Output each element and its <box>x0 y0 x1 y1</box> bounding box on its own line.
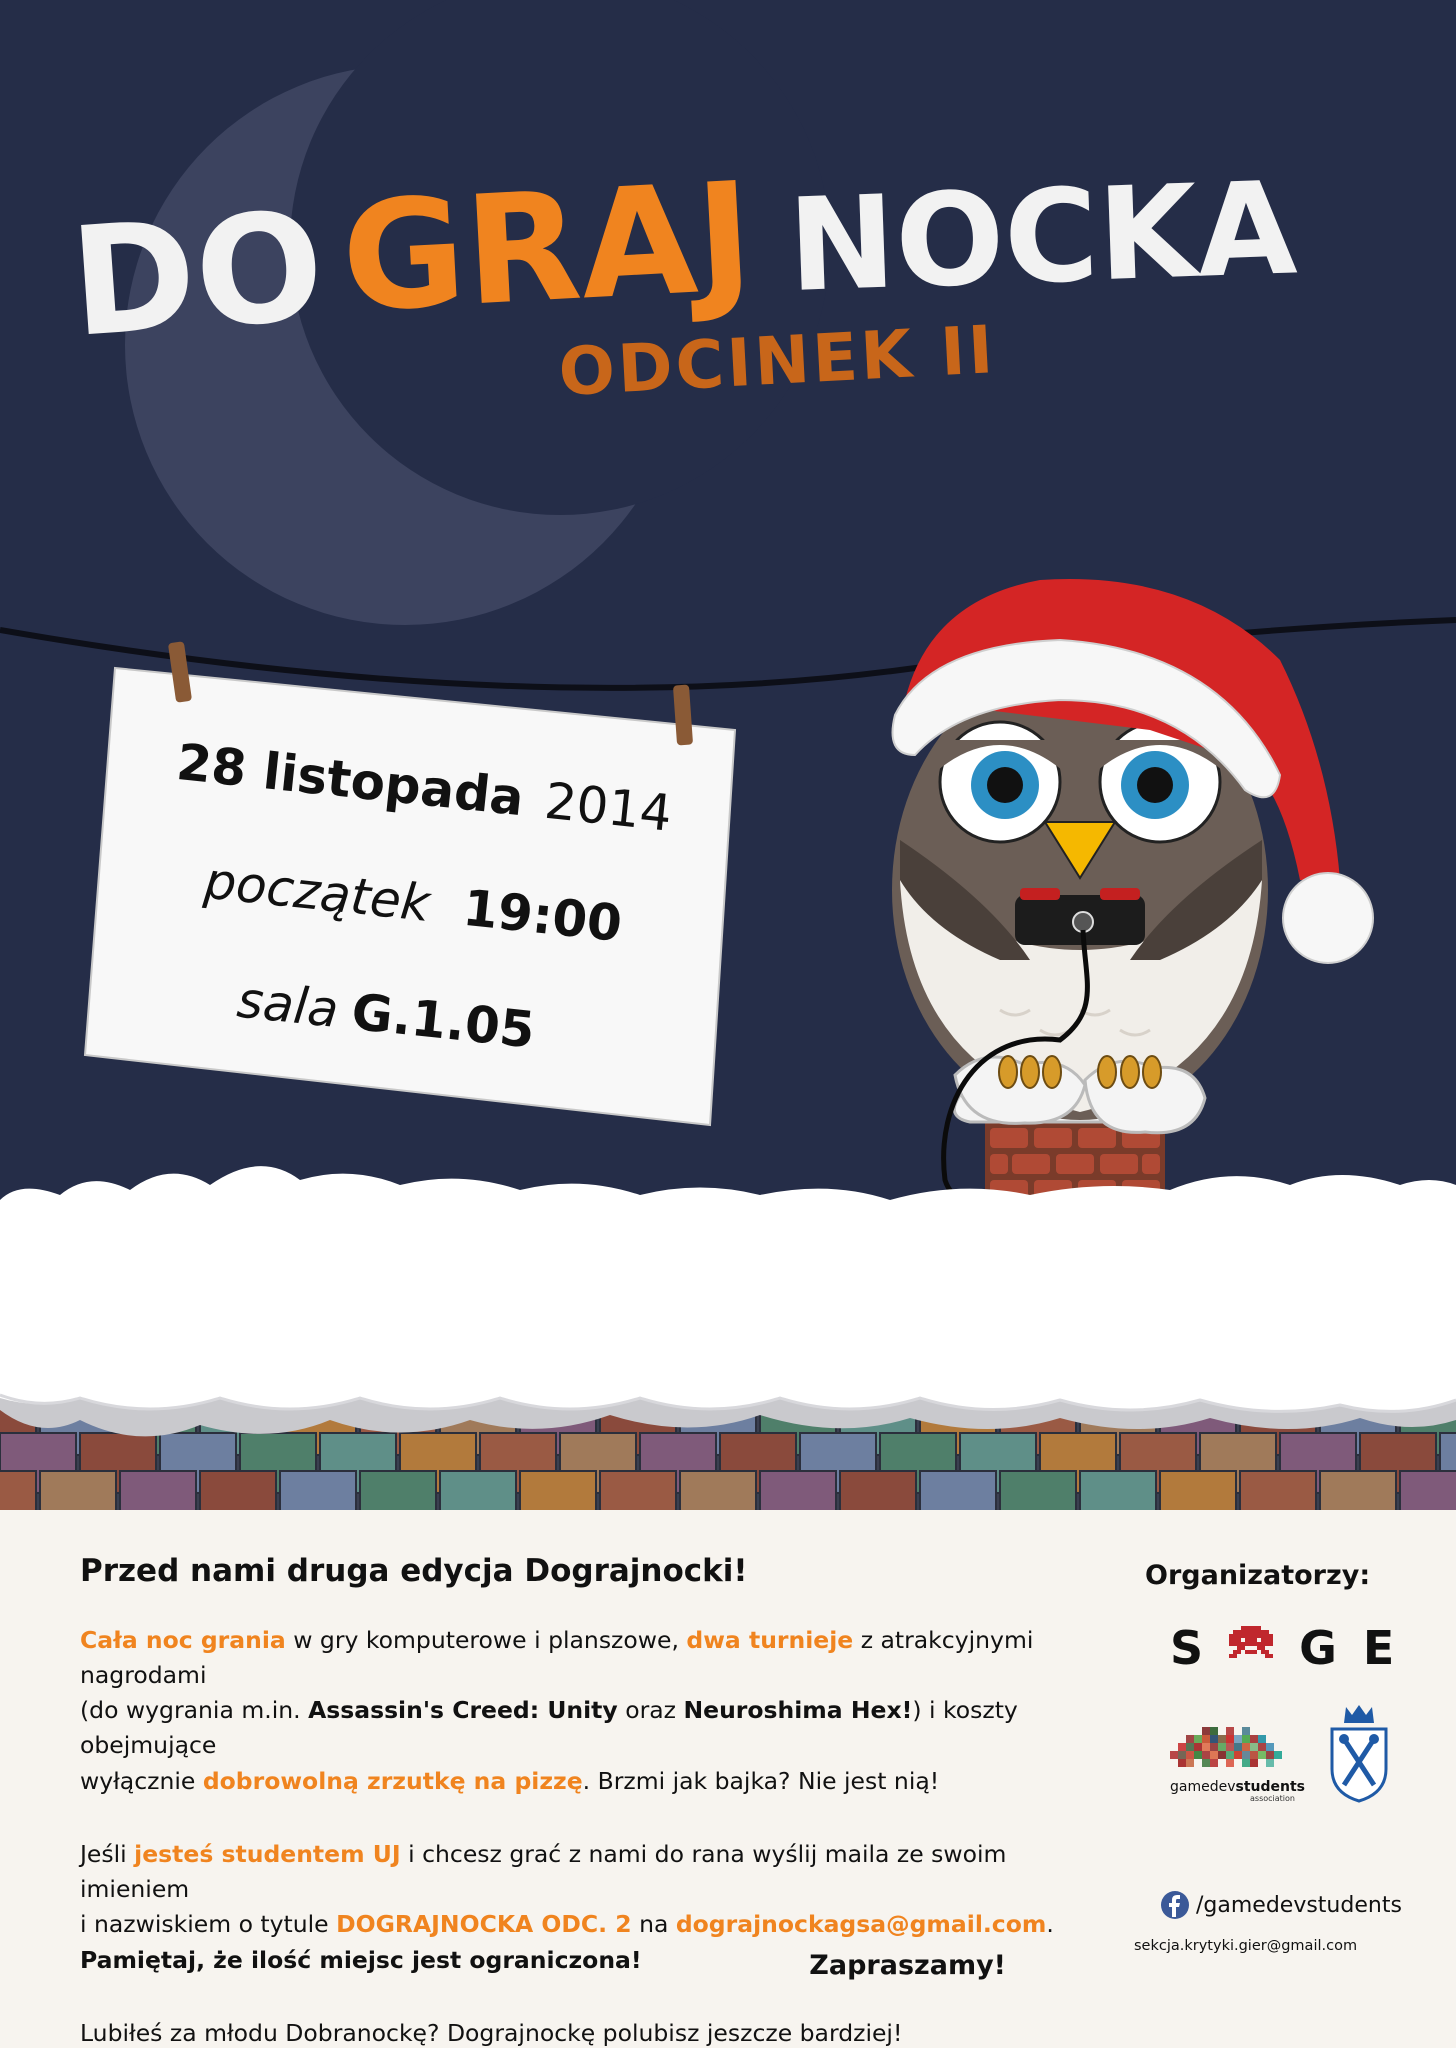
title-part-graj: GRAJ <box>337 150 757 346</box>
text: i chcesz grać z nami do rana wyślij maila ze swoim imieniem <box>80 1839 1007 1903</box>
gamedev-students-logo <box>1170 1726 1306 1803</box>
email-subject: DOGRAJNOCKA ODC. 2 <box>336 1910 632 1939</box>
facebook-handle: /gamedevstudents <box>1196 1892 1402 1918</box>
paragraph-games <box>80 1623 1080 1799</box>
room-label: sala <box>234 970 342 1039</box>
text: gamedev <box>1170 1779 1236 1795</box>
gamedev-wordmark <box>1170 1779 1306 1795</box>
event-year: 2014 <box>542 771 675 843</box>
paragraph-closing: Lubiłeś za młodu Dobranockę? Dograjnockę polubisz jeszcze bardziej! <box>80 2018 903 2047</box>
highlight-all-night: Cała noc grania <box>80 1625 286 1654</box>
limited-seats-note: Pamiętaj, że ilość miejsc jest ograniczona! <box>80 1945 642 1974</box>
room-number: G.1.05 <box>348 982 538 1060</box>
space-invader-icon <box>1229 1626 1273 1670</box>
text: ) i koszty obejmujące <box>80 1696 1018 1760</box>
text: wyłącznie <box>80 1766 203 1795</box>
highlight-pizza: dobrowolną zrzutkę na pizzę <box>202 1766 583 1795</box>
organizers-label: Organizatorzy: <box>1145 1560 1371 1591</box>
partner-logos <box>1170 1703 1440 1803</box>
gamedev-sub: association <box>1250 1794 1295 1803</box>
title-part-do: DO <box>65 179 329 371</box>
start-label: początek <box>201 851 433 933</box>
pixel-mosaic-icon <box>1170 1726 1282 1776</box>
prize-game-2: Neuroshima Hex! <box>683 1696 913 1724</box>
text: oraz <box>617 1696 684 1724</box>
facebook-icon <box>1160 1890 1190 1920</box>
event-date: 28 listopada <box>174 733 527 828</box>
highlight-student: jesteś studentem UJ <box>134 1839 401 1868</box>
description-heading: Przed nami druga edycja Dograjnocki! <box>80 1553 748 1589</box>
start-time: 19:00 <box>460 878 625 954</box>
snow-layer <box>0 1166 1456 1436</box>
text: . Brzmi jak bajka? Nie jest nią! <box>582 1766 940 1795</box>
facebook-link[interactable] <box>1160 1890 1402 1920</box>
title-part-nocka: NOCKA <box>785 154 1299 321</box>
sage-logo <box>1170 1621 1440 1675</box>
registration-email-link[interactable]: dograjnockagsa@gmail.com <box>675 1910 1047 1939</box>
university-crest-icon <box>1328 1703 1390 1803</box>
sage-letter-e: E <box>1362 1621 1421 1675</box>
closing-invitation: Zapraszamy! <box>809 1950 1006 1981</box>
text: na <box>631 1910 676 1939</box>
text: . <box>1046 1910 1054 1939</box>
text: z atrakcyjnymi nagrodami <box>80 1625 1034 1689</box>
event-subtitle: ODCINEK II <box>556 311 998 411</box>
text: i nazwiskiem o tytule <box>80 1910 337 1939</box>
text: (do wygrania m.in. <box>80 1696 309 1724</box>
text: students <box>1235 1779 1306 1795</box>
sage-letter-g: G <box>1299 1621 1363 1675</box>
highlight-tournaments: dwa turnieje <box>686 1625 854 1654</box>
info-sign <box>85 668 735 1125</box>
organizers <box>1140 1560 1440 1803</box>
contact-email[interactable]: sekcja.krytyki.gier@gmail.com <box>1134 1938 1358 1954</box>
text: Jeśli <box>80 1839 135 1868</box>
prize-game-1: Assassin's Creed: Unity <box>308 1696 618 1724</box>
text: w gry komputerowe i planszowe, <box>285 1625 687 1654</box>
sage-letter-s: S <box>1170 1621 1230 1675</box>
